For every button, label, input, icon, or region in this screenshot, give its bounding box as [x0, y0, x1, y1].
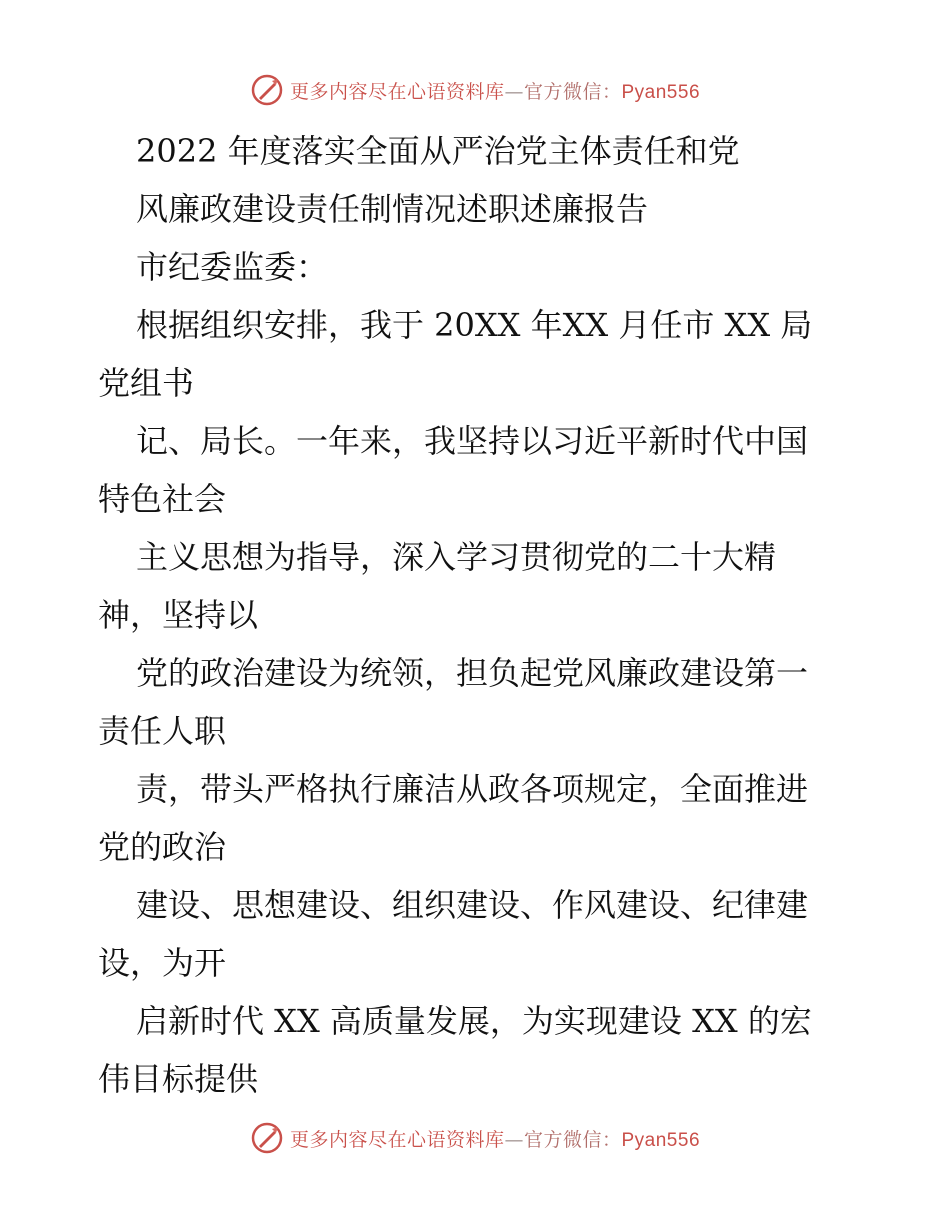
banner-text: 更多内容尽在心语资料库—官方微信：Pyan556: [289, 80, 701, 103]
header-banner: [0, 70, 950, 110]
paragraph-line: 神，坚持以: [98, 596, 259, 634]
paragraph-line: 建设、思想建设、组织建设、作风建设、纪律建: [136, 886, 809, 924]
paragraph-line: 责，带头严格执行廉洁从政各项规定，全面推进: [136, 770, 809, 808]
paragraph-line: 根据组织安排，我于 20XX 年XX 月任市 XX 局: [136, 306, 813, 344]
footer-banner: [0, 1118, 950, 1158]
title-line-2: 风廉政建设责任制情况述职述廉报告: [136, 190, 649, 228]
quill-pen-logo-icon: [250, 73, 284, 107]
banner-text: 更多内容尽在心语资料库—官方微信：Pyan556: [289, 1128, 701, 1151]
paragraph-line: 责任人职: [98, 712, 227, 750]
title-line-1: 2022 年度落实全面从严治党主体责任和党: [136, 132, 740, 170]
paragraph-line: 设，为开: [98, 944, 227, 982]
paragraph-line: 党的政治: [98, 828, 227, 866]
paragraph-line: 党的政治建设为统领，担负起党风廉政建设第一: [136, 654, 809, 692]
salutation: 市纪委监委：: [136, 248, 329, 286]
paragraph-line: 主义思想为指导，深入学习贯彻党的二十大精: [136, 538, 777, 576]
quill-pen-logo-icon: [250, 1121, 284, 1155]
paragraph-line: 启新时代 XX 高质量发展，为实现建设 XX 的宏: [136, 1002, 812, 1040]
paragraph-line: 特色社会: [98, 480, 227, 518]
paragraph-line: 党组书: [98, 364, 195, 402]
document-body: [98, 122, 858, 1108]
paragraph-line: 记、局长。一年来，我坚持以习近平新时代中国: [136, 422, 809, 460]
paragraph-line: 伟目标提供: [98, 1060, 259, 1098]
